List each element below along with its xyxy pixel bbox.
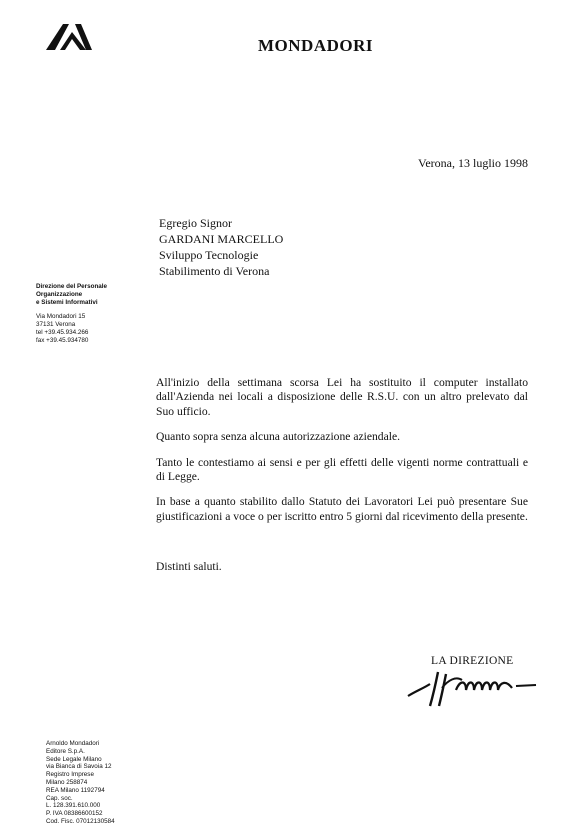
footer-line: Arnoldo Mondadori: [46, 740, 100, 747]
footer-line: Cap. soc.: [46, 794, 73, 802]
footer-line: Milano 258874: [46, 778, 88, 786]
sender-info: [36, 283, 107, 345]
footer-line: Registro Imprese: [46, 771, 94, 779]
footer-line: via Bianca di Savoia 12: [46, 763, 112, 771]
footer-line: L. 128.391.610.000: [46, 802, 101, 810]
sender-phone: tel +39.45.934.266: [36, 328, 89, 336]
recipient-salutation: Egregio Signor: [159, 216, 232, 230]
body-paragraph: Tanto le contestiamo ai sensi e per gli effetti delle vigenti norme contrattuali e di Legge.: [156, 455, 528, 484]
footer-line: Editore S.p.A.: [46, 747, 85, 755]
handwritten-signature-icon: [402, 666, 542, 710]
recipient-department: Sviluppo Tecnologie: [159, 248, 259, 262]
company-footer: [46, 740, 115, 826]
body-paragraph: In base a quanto stabilito dallo Statuto dei Lavoratori Lei può presentare Sue giustificazioni a voce o per iscritto entro 5 giorni dal ricevimento della presente.: [156, 495, 528, 523]
footer-line: REA Milano 1192794: [46, 786, 105, 794]
signature-label: LA DIREZIONE: [431, 655, 514, 667]
sender-address: [36, 313, 107, 344]
footer-line: Sede Legale Milano: [46, 755, 102, 763]
mondadori-rose-logo-icon: [46, 24, 92, 50]
recipient-site: Stabilimento di Verona: [159, 264, 270, 278]
footer-line: Cod. Fisc. 07012130584: [46, 817, 115, 825]
letter-closing: Distinti saluti.: [156, 560, 222, 573]
sender-fax: fax +39.45.934780: [36, 336, 89, 344]
recipient-name: GARDANI MARCELLO: [159, 232, 284, 246]
sender-address-line: Via Mondadori 15: [36, 313, 86, 321]
letter-date: Verona, 13 luglio 1998: [418, 156, 528, 170]
sender-department-line: e Sistemi Informativi: [36, 298, 98, 306]
letter-body: [156, 376, 528, 535]
sender-address-line: 37131 Verona: [36, 321, 76, 329]
sender-department-line: Organizzazione: [36, 290, 83, 298]
sender-department-line: Direzione del Personale: [36, 283, 108, 290]
brand-name: MONDADORI: [258, 36, 373, 55]
body-paragraph: All'inizio della settimana scorsa Lei ha sostituito il computer installato dall'Azienda nei locali a disposizione delle R.S.U. con un altro prelevato dal Suo ufficio.: [156, 376, 528, 418]
sender-department: [36, 283, 107, 306]
footer-line: P. IVA 08386600152: [46, 810, 103, 818]
body-paragraph: Quanto sopra senza alcuna autorizzazione aziendale.: [156, 430, 400, 444]
recipient-block: [159, 215, 283, 279]
